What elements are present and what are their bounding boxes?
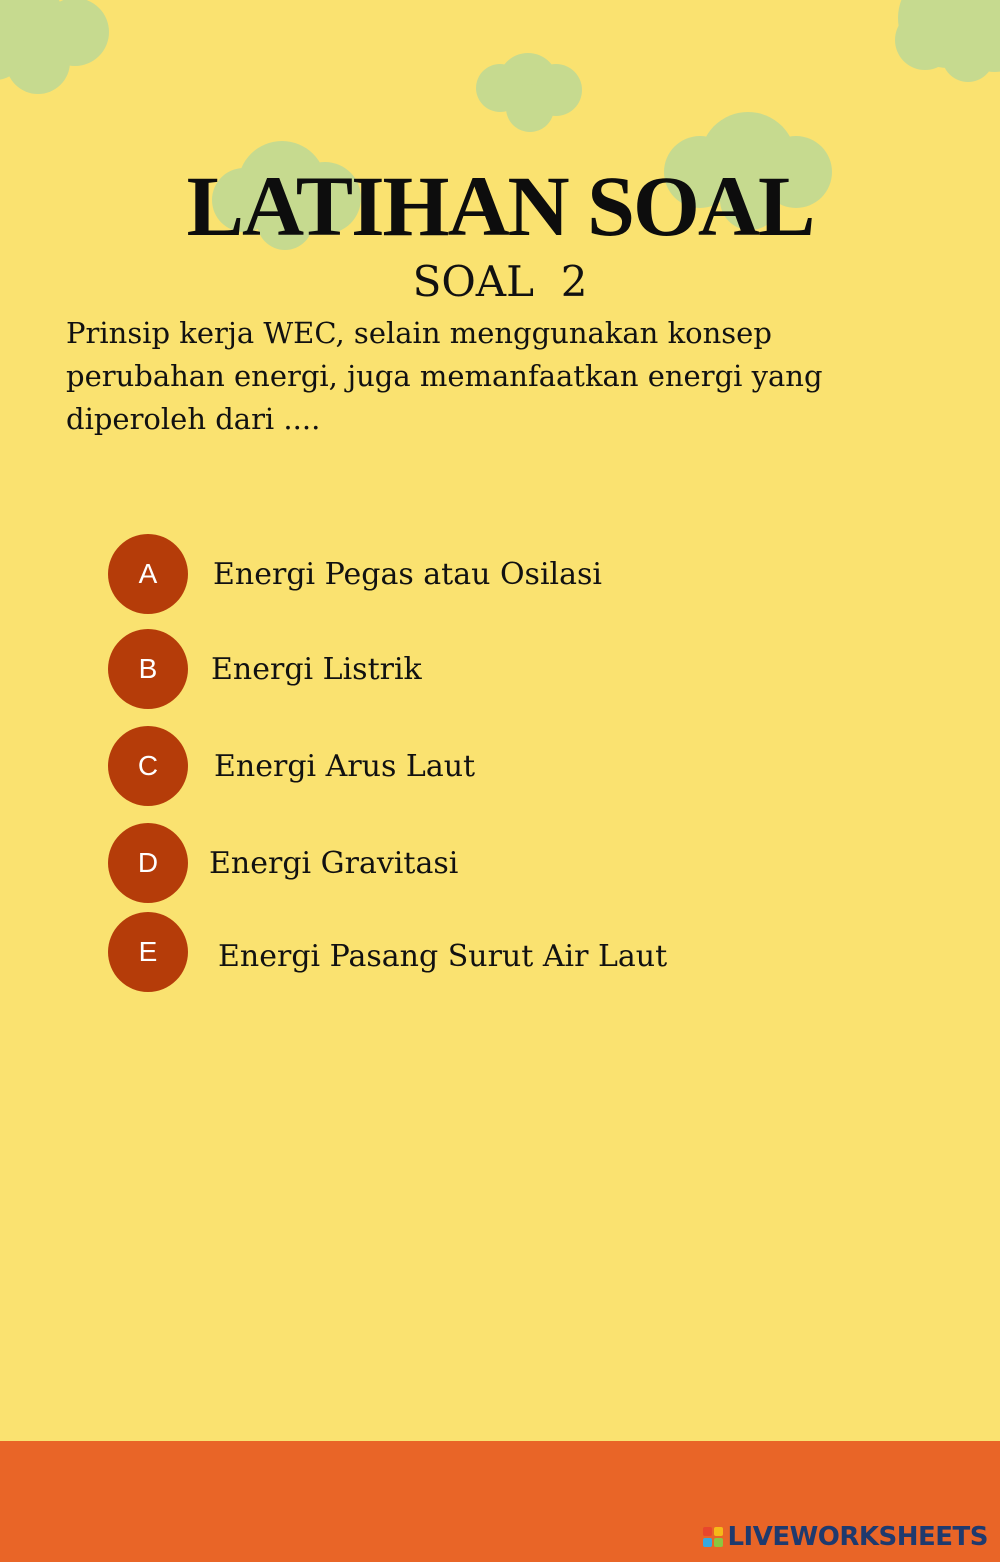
option-label: Energi Listrik [211, 651, 422, 687]
option-b[interactable] [108, 629, 422, 709]
question-number: SOAL 2 [412, 257, 588, 306]
option-e[interactable] [108, 912, 667, 992]
cloud-top-left [0, 0, 109, 94]
liveworksheets-logo-icon [703, 1527, 723, 1547]
option-badge[interactable]: A [108, 534, 188, 614]
cloud-top-center [476, 53, 582, 132]
page-title: LATIHAN SOAL [186, 158, 814, 254]
option-a[interactable] [108, 534, 602, 614]
brand-name: LIVEWORKSHEETS [727, 1522, 988, 1552]
question-text: Prinsip kerja WEC, selain menggunakan konsep perubahan energi, juga memanfaatkan energi yang diperoleh dari .... [66, 316, 823, 436]
option-label: Energi Pasang Surut Air Laut [218, 938, 668, 974]
option-badge[interactable]: B [108, 629, 188, 709]
option-d[interactable] [108, 823, 458, 903]
option-label: Energi Pegas atau Osilasi [213, 556, 603, 592]
option-badge[interactable]: C [108, 726, 188, 806]
option-c[interactable] [108, 726, 475, 806]
cloud-top-right [895, 0, 1000, 82]
option-label: Energi Arus Laut [214, 748, 476, 784]
option-label: Energi Gravitasi [209, 845, 459, 881]
footer-bar [0, 1441, 1000, 1562]
option-badge[interactable]: E [108, 912, 188, 992]
brand-watermark[interactable] [703, 1522, 988, 1552]
option-badge[interactable]: D [108, 823, 188, 903]
